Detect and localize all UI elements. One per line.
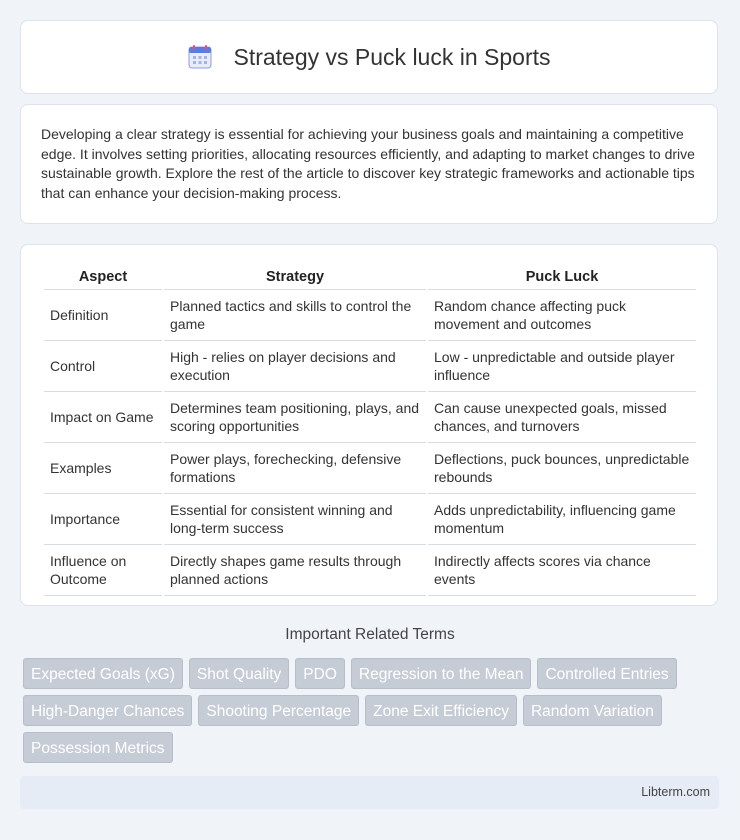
table-row	[44, 392, 696, 443]
table-row	[44, 443, 696, 494]
term-tag[interactable]: Regression to the Mean	[351, 658, 532, 689]
table-cell: Can cause unexpected goals, missed chances, and turnovers	[428, 392, 696, 443]
table-cell: Planned tactics and skills to control the game	[164, 290, 426, 341]
column-header-puck-luck: Puck Luck	[428, 265, 696, 290]
table-cell: Indirectly affects scores via chance events	[428, 545, 696, 596]
term-tag[interactable]: Expected Goals (xG)	[23, 658, 183, 689]
table-row	[44, 545, 696, 596]
table-cell: Control	[44, 341, 162, 392]
table-cell: Essential for consistent winning and long-term success	[164, 494, 426, 545]
table-cell: Determines team positioning, plays, and scoring opportunities	[164, 392, 426, 443]
term-tag[interactable]: High-Danger Chances	[23, 695, 192, 726]
header-card	[20, 20, 718, 94]
comparison-card	[20, 244, 718, 606]
table-header-row	[44, 265, 696, 290]
term-tag[interactable]: Shooting Percentage	[198, 695, 359, 726]
footer-site-link[interactable]: Libterm.com	[641, 785, 710, 799]
column-header-aspect: Aspect	[44, 265, 162, 290]
intro-text: Developing a clear strategy is essential for achieving your business goals and maintaining a competitive edge. It involves setting priorities, allocating resources efficiently, and adapting to market changes to drive sustainable growth. Explore the rest of the article to discover key strategic frameworks and actionable tips that can enhance your decision-making process.	[41, 126, 695, 201]
table-row	[44, 290, 696, 341]
table-cell: Deflections, puck bounces, unpredictable rebounds	[428, 443, 696, 494]
table-cell: High - relies on player decisions and execution	[164, 341, 426, 392]
table-cell: Directly shapes game results through planned actions	[164, 545, 426, 596]
table-row	[44, 494, 696, 545]
term-tag[interactable]: Random Variation	[523, 695, 662, 726]
calendar-icon	[187, 44, 213, 70]
table-row	[44, 341, 696, 392]
related-terms-title: Important Related Terms	[285, 626, 455, 643]
column-header-strategy: Strategy	[164, 265, 426, 290]
related-terms-list	[23, 658, 713, 769]
table-cell: Impact on Game	[44, 392, 162, 443]
table-cell: Examples	[44, 443, 162, 494]
term-tag[interactable]: Shot Quality	[189, 658, 289, 689]
term-tag[interactable]: PDO	[295, 658, 345, 689]
footer	[20, 776, 719, 809]
table-cell: Power plays, forechecking, defensive formations	[164, 443, 426, 494]
table-cell: Influence on Outcome	[44, 545, 162, 596]
table-cell: Adds unpredictability, influencing game momentum	[428, 494, 696, 545]
table-cell: Importance	[44, 494, 162, 545]
table-cell: Random chance affecting puck movement and outcomes	[428, 290, 696, 341]
table-cell: Definition	[44, 290, 162, 341]
page-title: Strategy vs Puck luck in Sports	[233, 43, 551, 70]
table-cell: Low - unpredictable and outside player influence	[428, 341, 696, 392]
term-tag[interactable]: Controlled Entries	[537, 658, 676, 689]
intro-card	[20, 104, 718, 224]
comparison-table	[42, 265, 698, 596]
term-tag[interactable]: Zone Exit Efficiency	[365, 695, 517, 726]
term-tag[interactable]: Possession Metrics	[23, 732, 173, 763]
